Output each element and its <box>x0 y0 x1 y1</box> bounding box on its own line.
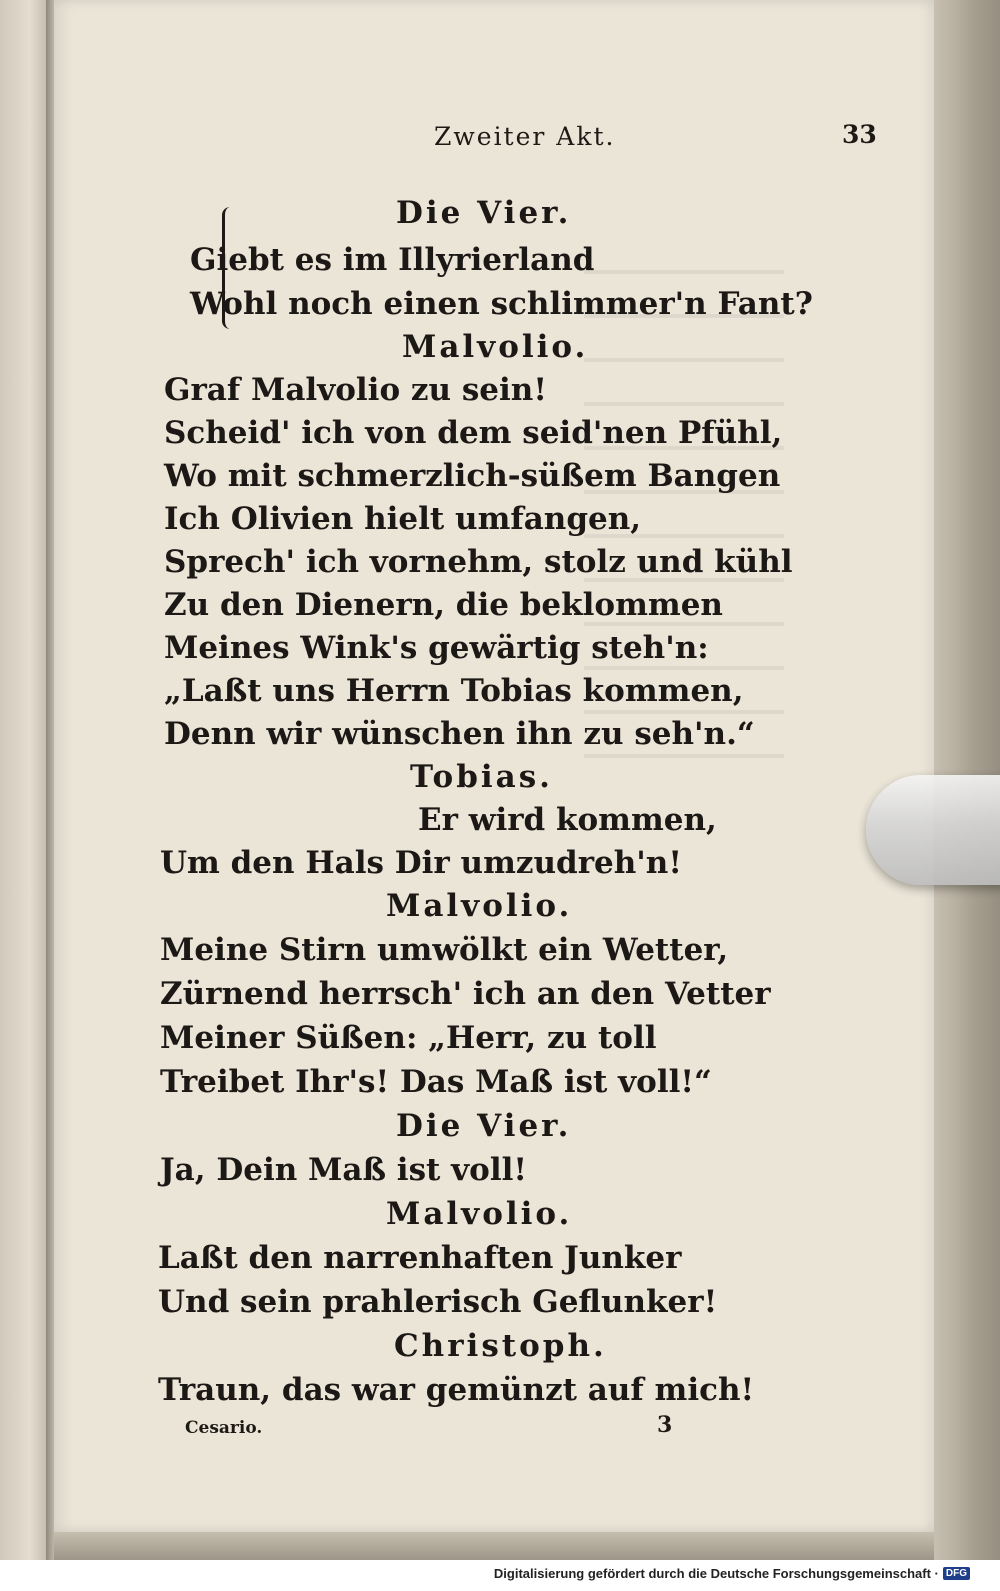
speaker-heading: Tobias. <box>410 759 553 795</box>
digitization-credit <box>494 1566 970 1581</box>
credit-text: Digitalisierung gefördert durch die Deutsche Forschungsgemeinschaft · <box>493 1566 939 1581</box>
verse-line: Scheid' ich von dem seid'nen Pfühl, <box>164 415 783 451</box>
verse-line: Traun, das war gemünzt auf mich! <box>158 1372 755 1408</box>
verse-line: Ja, Dein Maß ist voll! <box>160 1152 527 1188</box>
left-page-edge <box>0 0 50 1560</box>
verse-line: Zürnend herrsch' ich an den Vetter <box>160 976 771 1012</box>
verse-line: Zu den Dienern, die beklommen <box>164 587 723 623</box>
verse-line: Laßt den narrenhaften Junker <box>158 1240 682 1276</box>
page-clip <box>866 775 1000 885</box>
verse-line: Meine Stirn umwölkt ein Wetter, <box>160 932 729 968</box>
verse-line: Um den Hals Dir umzudreh'n! <box>160 845 682 881</box>
verse-line: Giebt es im Illyrierland <box>190 242 595 278</box>
page-number: 33 <box>842 120 877 149</box>
verse-line: Wohl noch einen schlimmer'n Fant? <box>190 286 813 322</box>
verse-line: Meiner Süßen: „Herr, zu toll <box>160 1020 657 1056</box>
verse-line: Und sein prahlerisch Geflunker! <box>158 1284 718 1320</box>
sheet-number: 3 <box>657 1412 673 1438</box>
speaker-heading: Die Vier. <box>396 195 572 231</box>
speaker-heading: Malvolio. <box>402 329 589 365</box>
speaker-heading: Die Vier. <box>396 1108 572 1144</box>
dfg-logo-icon: DFG <box>943 1567 970 1580</box>
verse-line: Treibet Ihr's! Das Maß ist voll!“ <box>160 1064 712 1100</box>
book-page <box>54 0 934 1532</box>
verse-line: Graf Malvolio zu sein! <box>164 372 547 408</box>
verse-line: Wo mit schmerzlich-süßem Bangen <box>164 458 781 494</box>
verse-line: Ich Olivien hielt umfangen, <box>164 501 642 537</box>
speaker-heading: Christoph. <box>394 1328 607 1364</box>
verse-line: „Laßt uns Herrn Tobias kommen, <box>164 673 744 709</box>
verse-line: Er wird kommen, <box>418 802 717 838</box>
running-head: Zweiter Akt. <box>434 122 616 151</box>
verse-line: Denn wir wünschen ihn zu seh'n.“ <box>164 716 755 752</box>
sheet-signature: Cesario. <box>185 1418 263 1438</box>
verse-line: Meines Wink's gewärtig steh'n: <box>164 630 709 666</box>
speaker-heading: Malvolio. <box>386 1196 573 1232</box>
verse-line: Sprech' ich vornehm, stolz und kühl <box>164 544 793 580</box>
page-bottom-edge <box>54 1532 934 1560</box>
speaker-heading: Malvolio. <box>386 888 573 924</box>
